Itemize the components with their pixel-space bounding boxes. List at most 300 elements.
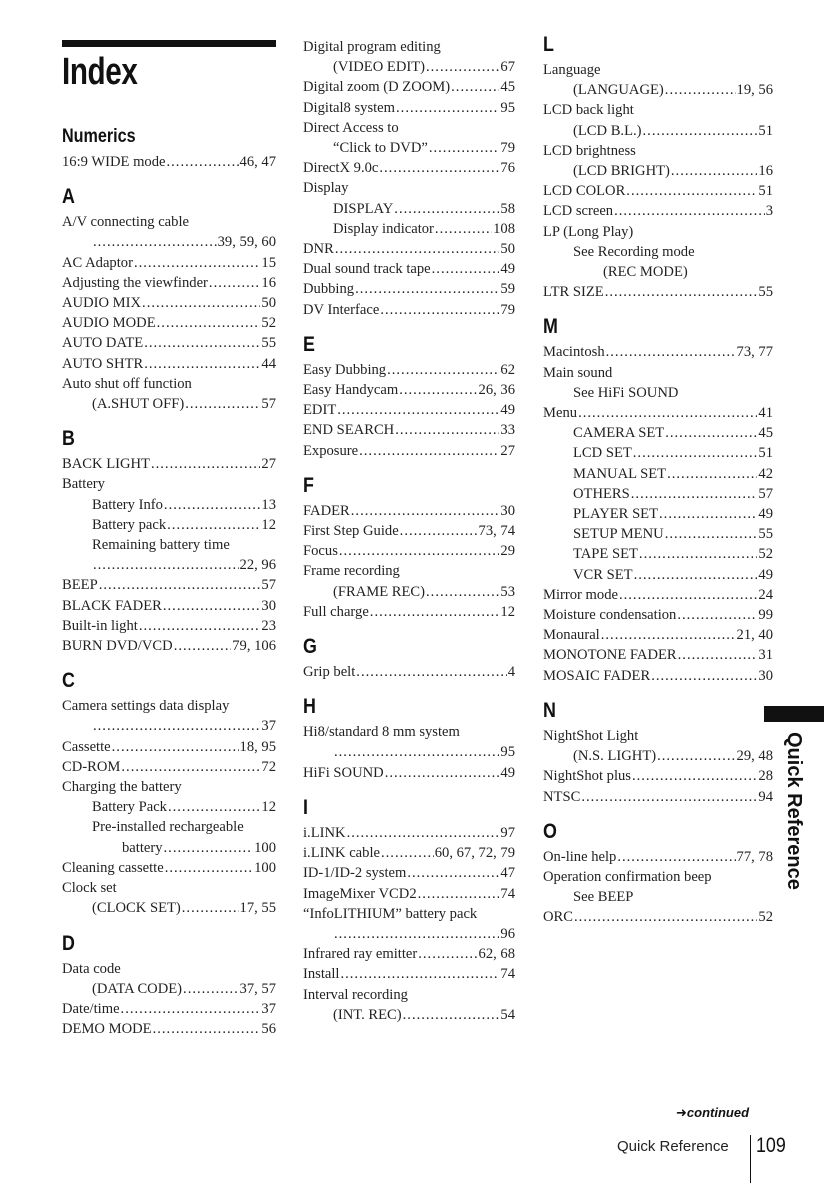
index-entry-pages: 77, 78 (736, 848, 773, 865)
index-entry-term: i.LINK (303, 824, 346, 841)
index-entry-term: DirectX 9.0c (303, 160, 379, 177)
index-entry-term: Pre-installed rechargeable (92, 819, 244, 836)
index-entry-term: LP (Long Play) (543, 223, 634, 240)
dot-leader (396, 98, 499, 118)
index-entry-term: Exposure (303, 442, 359, 459)
index-entry-term: LCD screen (543, 203, 614, 220)
index-entry-term: NTSC (543, 788, 581, 805)
index-entry (62, 354, 276, 374)
index-entry (543, 60, 773, 80)
index-entry (62, 838, 276, 858)
index-entry (543, 565, 773, 585)
dot-leader (639, 544, 757, 564)
index-entry-pages: 57 (758, 485, 773, 502)
index-entry-pages: 37, 57 (239, 980, 276, 997)
index-entry-term: 16:9 WIDE mode (62, 154, 166, 170)
index-entry-pages: 17, 55 (239, 900, 276, 917)
index-entry-pages: 31 (758, 647, 773, 664)
dot-leader (632, 766, 757, 786)
index-entry-term: See HiFi SOUND (573, 384, 679, 401)
dot-leader (667, 464, 757, 484)
index-entry-term: (LANGUAGE) (573, 82, 664, 99)
index-entry (62, 878, 276, 898)
index-entry-pages: 12 (500, 603, 515, 620)
dot-leader (351, 501, 500, 521)
index-entry (543, 544, 773, 564)
index-entry-pages: 33 (500, 422, 515, 439)
index-column-2 (303, 37, 515, 1025)
index-entry-pages: 97 (500, 824, 515, 841)
index-entry-pages: 27 (261, 456, 276, 473)
index-entry (303, 1005, 515, 1025)
index-entry (303, 300, 515, 320)
dot-leader (185, 394, 260, 414)
index-entry-term: LCD brightness (543, 142, 636, 159)
index-entry-term: (CLOCK SET) (92, 900, 181, 917)
dot-leader (395, 420, 499, 440)
index-entry (62, 232, 276, 252)
index-entry (303, 823, 515, 843)
index-entry (62, 313, 276, 333)
dot-leader (93, 555, 239, 575)
index-entry (543, 464, 773, 484)
index-entry-term: Digital8 system (303, 99, 396, 116)
index-entry-pages: 62, 68 (478, 946, 515, 963)
dot-leader (665, 80, 736, 100)
index-entry-pages: 99 (758, 607, 773, 624)
index-entry-term: LCD back light (543, 102, 634, 119)
index-entry (303, 904, 515, 924)
dot-leader (334, 742, 499, 762)
dot-leader (385, 763, 500, 783)
dot-leader (387, 360, 499, 380)
index-section-heading: D (62, 931, 75, 955)
index-entry (62, 212, 276, 232)
dot-leader (121, 757, 260, 777)
index-entry (303, 964, 515, 984)
index-entry (62, 636, 276, 656)
index-entry-term: OTHERS (573, 485, 630, 502)
index-entry-pages: 52 (758, 909, 773, 926)
index-entry-term: Adjusting the viewfinder (62, 274, 208, 291)
index-entry-pages: 27 (500, 442, 515, 459)
title-rule (62, 40, 276, 47)
dot-leader (139, 616, 261, 636)
index-entry-pages: 58 (500, 200, 515, 217)
index-entry-pages: 49 (500, 764, 515, 781)
dot-leader (659, 504, 757, 524)
index-entry-pages: 51 (758, 183, 773, 200)
index-entry-pages: 39, 59, 60 (217, 234, 276, 251)
index-entry (62, 858, 276, 878)
dot-leader (381, 843, 434, 863)
dot-leader (355, 279, 499, 299)
index-entry (303, 763, 515, 783)
index-entry-pages: 28 (758, 768, 773, 785)
index-entry-term: Auto shut off function (62, 375, 192, 392)
index-entry-term: HiFi SOUND (303, 764, 384, 781)
index-entry-pages: 74 (500, 966, 515, 983)
index-entry-pages: 49 (758, 566, 773, 583)
index-entry (303, 944, 515, 964)
section-tab-marker (764, 706, 824, 722)
index-entry-term: Cassette (62, 738, 111, 755)
index-entry-pages: 52 (261, 315, 276, 332)
dot-leader (601, 625, 736, 645)
index-entry (62, 596, 276, 616)
footer-divider (750, 1135, 751, 1183)
index-entry (303, 441, 515, 461)
index-entry-term: A/V connecting cable (62, 214, 189, 231)
index-entry-term: Digital zoom (D ZOOM) (303, 79, 451, 96)
index-entry-term: Easy Handycam (303, 382, 399, 399)
index-entry-pages: 72 (261, 758, 276, 775)
index-entry-term: battery (122, 839, 163, 856)
dot-leader (209, 273, 260, 293)
index-entry (543, 907, 773, 927)
index-entry-pages: 30 (758, 667, 773, 684)
dot-leader (432, 259, 500, 279)
index-entry (543, 666, 773, 686)
index-entry-term: See BEEP (573, 889, 634, 906)
page-number: 109 (756, 1134, 786, 1157)
index-section-heading: H (303, 695, 316, 719)
index-entry (303, 98, 515, 118)
index-entry-term: Menu (543, 405, 578, 422)
index-entry (303, 400, 515, 420)
index-entry-term: LCD COLOR (543, 183, 626, 200)
dot-leader (426, 57, 499, 77)
index-entry-pages: 12 (261, 516, 276, 533)
index-entry-term: Frame recording (303, 563, 400, 580)
dot-leader (163, 596, 261, 616)
dot-leader (643, 121, 758, 141)
dot-leader (167, 515, 260, 535)
index-entry-term: Moisture condensation (543, 607, 677, 624)
index-entry (303, 118, 515, 138)
dot-leader (165, 858, 253, 878)
index-entry-pages: 96 (500, 925, 515, 942)
index-entry (62, 535, 276, 555)
index-entry-pages: 108 (493, 220, 515, 237)
index-entry-term: Interval recording (303, 986, 408, 1003)
index-entry-term: Battery Info (92, 496, 163, 513)
section-tab (759, 732, 819, 890)
footer-section-label: Quick Reference (617, 1138, 729, 1155)
index-entry (543, 726, 773, 746)
index-entry-term: Full charge (303, 603, 369, 620)
index-entry-pages: 30 (261, 597, 276, 614)
index-entry-term: PLAYER SET (573, 506, 659, 523)
index-entry (543, 504, 773, 524)
index-entry (303, 77, 515, 97)
index-entry (303, 662, 515, 682)
dot-leader (174, 636, 232, 656)
index-entry-term: ID-1/ID-2 system (303, 865, 407, 882)
index-entry-term: Battery Pack (92, 799, 167, 816)
dot-leader (665, 524, 758, 544)
index-entry-term: Dual sound track tape (303, 261, 431, 278)
index-entry-pages: 24 (758, 586, 773, 603)
index-entry (543, 282, 773, 302)
dot-leader (359, 441, 499, 461)
dot-leader (578, 403, 757, 423)
index-entry-term: Dubbing (303, 281, 355, 298)
index-entry (543, 867, 773, 887)
index-entry-term: Charging the battery (62, 779, 182, 796)
index-entry (303, 582, 515, 602)
dot-leader (677, 605, 757, 625)
dot-leader (605, 282, 758, 302)
index-entry (303, 561, 515, 581)
index-entry-pages: 16 (758, 163, 773, 180)
index-entry (303, 199, 515, 219)
index-entry-pages: 29 (500, 543, 515, 560)
index-entry-term: Main sound (543, 364, 613, 381)
index-entry-pages: 23 (261, 617, 276, 634)
index-entry-term: “InfoLITHIUM” battery pack (303, 905, 478, 922)
index-entry-term: Date/time (62, 1000, 120, 1017)
index-entry-pages: 62 (500, 361, 515, 378)
index-section-heading: Numerics (62, 126, 136, 147)
continued-arrow-icon: ➜ (676, 1105, 687, 1120)
index-entry (303, 239, 515, 259)
dot-leader (678, 645, 758, 665)
continued-note (676, 1105, 749, 1121)
dot-leader (144, 354, 260, 374)
index-entry-pages: 50 (261, 295, 276, 312)
index-entry-pages: 30 (500, 502, 515, 519)
index-entry (62, 293, 276, 313)
index-entry (62, 273, 276, 293)
dot-leader (164, 495, 260, 515)
dot-leader (347, 823, 500, 843)
index-entry-term: Built-in light (62, 617, 138, 634)
index-entry-term: AUTO SHTR (62, 355, 144, 372)
index-entry (543, 625, 773, 645)
index-entry (62, 1019, 276, 1039)
index-entry (303, 722, 515, 742)
index-entry-term: Install (303, 966, 340, 983)
index-entry (543, 161, 773, 181)
index-section-heading: L (543, 33, 554, 56)
index-entry-pages: 52 (758, 546, 773, 563)
dot-leader (164, 838, 254, 858)
index-entry-term: DNR (303, 241, 334, 258)
index-entry (62, 757, 276, 777)
index-entry (543, 141, 773, 161)
index-entry (303, 279, 515, 299)
index-entry (543, 100, 773, 120)
index-entry (62, 616, 276, 636)
index-entry (543, 484, 773, 504)
dot-leader (99, 575, 261, 595)
index-entry-pages: 67 (500, 59, 515, 76)
index-entry (62, 374, 276, 394)
index-entry-term: (DATA CODE) (92, 980, 183, 997)
index-entry (303, 420, 515, 440)
index-entry (543, 847, 773, 867)
index-entry-term: BACK LIGHT (62, 456, 150, 473)
index-entry-term: Infrared ray emitter (303, 946, 418, 963)
index-entry-term: Mirror mode (543, 586, 618, 603)
index-entry-term: SETUP MENU (573, 526, 664, 543)
index-entry (303, 521, 515, 541)
index-entry-term: (LCD BRIGHT) (573, 163, 670, 180)
index-entry (62, 394, 276, 414)
index-entry (303, 501, 515, 521)
index-entry (62, 333, 276, 353)
index-entry (303, 178, 515, 198)
index-entry-pages: 49 (500, 402, 515, 419)
index-entry-pages: 3 (765, 203, 773, 220)
index-entry-term: Data code (62, 960, 121, 977)
index-entry-term: Battery pack (92, 516, 167, 533)
index-entry-term: LTR SIZE (543, 284, 604, 301)
index-entry-term: First Step Guide (303, 523, 399, 540)
index-entry-pages: 49 (500, 261, 515, 278)
index-entry-pages: 74 (500, 885, 515, 902)
index-entry (62, 152, 276, 172)
index-entry-term: (REC MODE) (603, 264, 688, 281)
dot-leader (394, 199, 499, 219)
index-entry-term: Cleaning cassette (62, 859, 164, 876)
index-entry (62, 777, 276, 797)
index-entry-pages: 45 (500, 79, 515, 96)
index-entry-pages: 79 (500, 140, 515, 157)
dot-leader (606, 342, 736, 362)
index-entry (303, 37, 515, 57)
dot-leader (380, 300, 499, 320)
index-entry-pages: 100 (254, 859, 276, 876)
index-entry-term: ORC (543, 909, 574, 926)
index-entry-pages: 21, 40 (736, 627, 773, 644)
index-column-3 (543, 28, 773, 928)
index-entry (62, 253, 276, 273)
index-entry-pages: 22, 96 (239, 557, 276, 574)
index-section-heading: F (303, 473, 314, 497)
index-entry-term: Direct Access to (303, 119, 399, 136)
index-entry-term: Display indicator (333, 220, 434, 237)
dot-leader (574, 907, 757, 927)
index-entry (62, 495, 276, 515)
dot-leader (370, 602, 500, 622)
section-tab-label: Quick Reference (783, 732, 805, 890)
dot-leader (93, 716, 260, 736)
index-entry-pages: 18, 95 (239, 738, 276, 755)
index-section-heading: C (62, 669, 75, 693)
index-entry-term: “Click to DVD” (333, 140, 428, 157)
index-entry (543, 423, 773, 443)
index-entry (543, 262, 773, 282)
index-entry-pages: 44 (261, 355, 276, 372)
dot-leader (335, 239, 500, 259)
index-entry-pages: 95 (500, 99, 515, 116)
dot-leader (617, 847, 735, 867)
index-entry-pages: 60, 67, 72, 79 (434, 845, 515, 862)
continued-label: continued (686, 1105, 750, 1120)
dot-leader (633, 443, 758, 463)
index-section-heading: B (62, 427, 75, 451)
dot-leader (340, 964, 499, 984)
index-entry-pages: 13 (261, 496, 276, 513)
index-entry-term: Operation confirmation beep (543, 868, 712, 885)
index-entry (303, 57, 515, 77)
index-entry-pages: 19, 56 (736, 82, 773, 99)
index-entry-term: Remaining battery time (92, 537, 230, 554)
index-entry-term: Grip belt (303, 664, 356, 681)
index-entry (543, 242, 773, 262)
index-entry (62, 979, 276, 999)
page-title: Index (62, 51, 138, 93)
index-entry-term: DISPLAY (333, 200, 394, 217)
index-entry-pages: 55 (758, 284, 773, 301)
index-entry (303, 863, 515, 883)
index-entry-term: Monaural (543, 627, 600, 644)
dot-leader (657, 746, 735, 766)
index-entry (543, 342, 773, 362)
index-entry (303, 985, 515, 1005)
index-entry (543, 746, 773, 766)
index-section-heading: E (303, 332, 315, 356)
index-entry (303, 219, 515, 239)
index-entry-term: MONOTONE FADER (543, 647, 677, 664)
index-entry-term: (VIDEO EDIT) (333, 59, 425, 76)
dot-leader (153, 1019, 261, 1039)
index-entry-pages: 45 (758, 425, 773, 442)
index-entry-pages: 26, 36 (478, 382, 515, 399)
index-entry (543, 222, 773, 242)
dot-leader (634, 565, 758, 585)
index-entry-pages: 49 (758, 506, 773, 523)
index-entry-pages: 55 (758, 526, 773, 543)
index-entry-pages: 46, 47 (239, 154, 276, 170)
index-entry (62, 474, 276, 494)
index-entry-pages: 4 (507, 664, 515, 681)
index-entry (303, 158, 515, 178)
dot-leader (337, 400, 499, 420)
index-entry (303, 843, 515, 863)
index-entry-term: MANUAL SET (573, 465, 667, 482)
index-entry-term: VCR SET (573, 566, 633, 583)
dot-leader (379, 158, 499, 178)
dot-leader (426, 582, 499, 602)
index-entry-term: Focus (303, 543, 338, 560)
index-entry-term: Macintosh (543, 344, 605, 361)
index-entry-term: BEEP (62, 577, 98, 594)
dot-leader (665, 423, 757, 443)
dot-leader (651, 666, 757, 686)
index-entry (62, 716, 276, 736)
index-entry-pages: 37 (261, 1000, 276, 1017)
index-entry-pages: 59 (500, 281, 515, 298)
index-entry-pages: 29, 48 (736, 748, 773, 765)
index-entry (62, 999, 276, 1019)
index-entry-pages: 73, 74 (478, 523, 515, 540)
index-entry-term: See Recording mode (573, 243, 695, 260)
index-entry (62, 898, 276, 918)
index-entry-pages: 15 (261, 254, 276, 271)
index-entry (543, 443, 773, 463)
dot-leader (356, 662, 506, 682)
dot-leader (157, 313, 261, 333)
index-entry (543, 403, 773, 423)
index-entry-term: (INT. REC) (333, 1006, 402, 1023)
dot-leader (626, 181, 757, 201)
dot-leader (144, 333, 260, 353)
index-entry (543, 887, 773, 907)
index-entry-term: NightShot plus (543, 768, 631, 785)
